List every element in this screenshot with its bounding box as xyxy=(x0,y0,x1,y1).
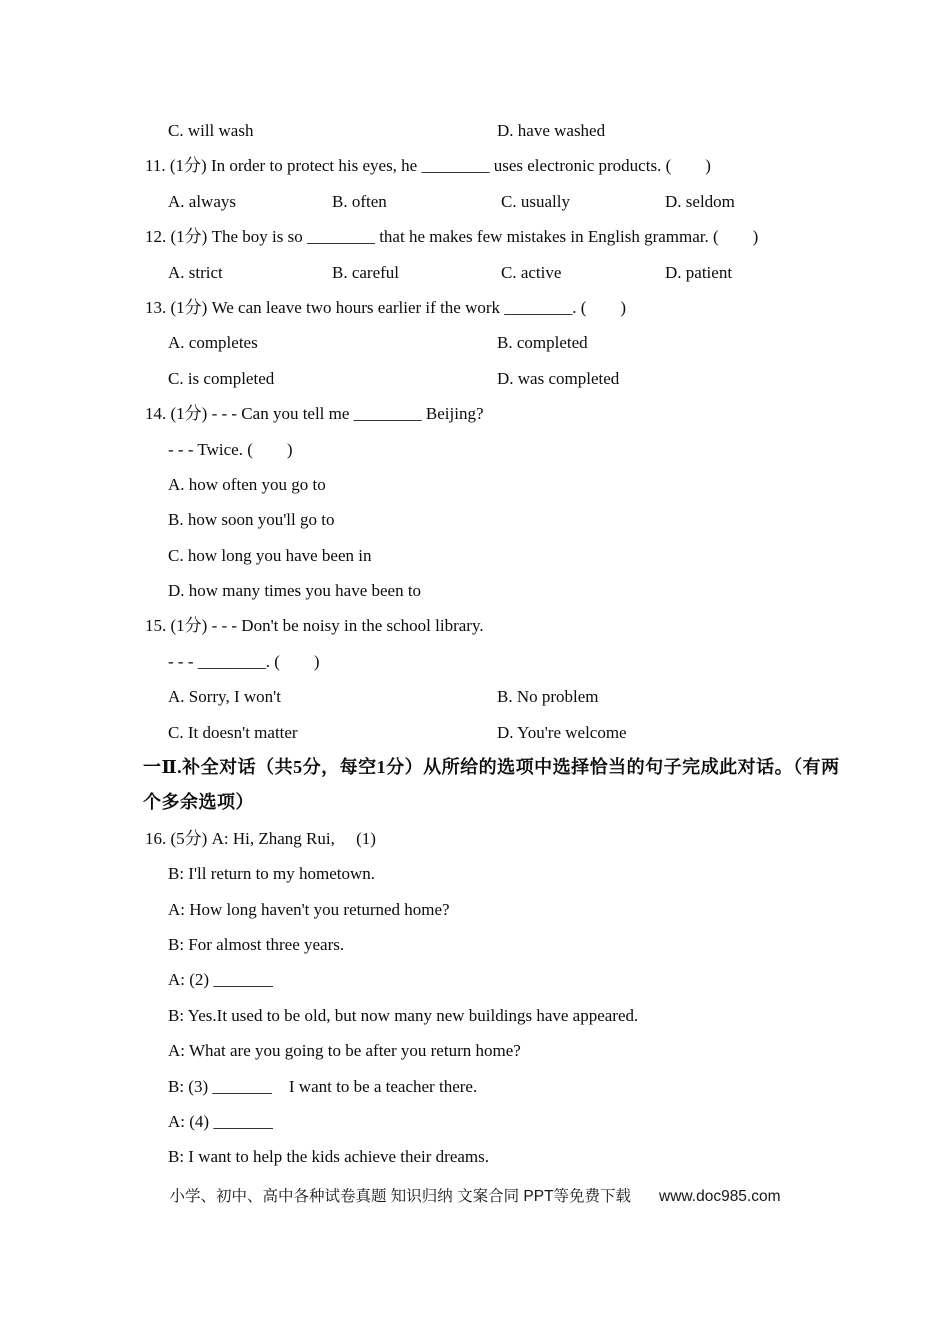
question-10-options-row-2 xyxy=(0,113,950,148)
question-12-option-a: A. strict xyxy=(168,262,223,282)
question-16-dialogue-line-2: B: I'll return to my hometown. xyxy=(168,864,376,884)
question-16-dialogue-line-7: A: What are you going to be after you return home? xyxy=(168,1041,521,1061)
question-13-option-b: B. completed xyxy=(497,333,588,353)
question-15-reply: - - - ________. ( ) xyxy=(168,651,320,671)
question-11-options-row xyxy=(0,184,950,219)
question-14-option-a: A. how often you go to xyxy=(168,474,326,494)
question-11-option-c: C. usually xyxy=(501,191,570,211)
question-13-option-d: D. was completed xyxy=(497,368,620,388)
page-footer xyxy=(0,1186,950,1208)
document-body xyxy=(0,113,950,1175)
question-12-option-b: B. careful xyxy=(332,262,400,282)
question-16-dialogue-line-6: B: Yes.It used to be old, but now many new buildings have appeared. xyxy=(168,1005,639,1025)
question-16-dialogue-line-10: B: I want to help the kids achieve their dreams. xyxy=(168,1147,490,1167)
question-13-options-row-2 xyxy=(0,361,950,396)
question-10-option-d: D. have washed xyxy=(497,121,606,140)
question-11-stem: 11. (1分) In order to protect his eyes, he ________ uses electronic products. ( ) xyxy=(145,156,711,176)
question-15-options-row-2 xyxy=(0,715,950,750)
question-16-dialogue-line-4: B: For almost three years. xyxy=(168,934,345,954)
section-2-heading-line-1: 一Ⅱ.补全对话（共5分，每空1分）从所给的选项中选择恰当的句子完成此对话。（有两 xyxy=(143,757,840,778)
question-14-reply: - - - Twice. ( ) xyxy=(168,439,293,459)
question-15-option-c: C. It doesn't matter xyxy=(168,722,298,742)
question-13-option-a: A. completes xyxy=(168,333,258,353)
question-16-dialogue-line-3: A: How long haven't you returned home? xyxy=(168,899,450,919)
question-16-dialogue-line-8: B: (3) _______ I want to be a teacher there. xyxy=(168,1076,478,1096)
question-10-option-c: C. will wash xyxy=(168,121,254,140)
question-15-option-a: A. Sorry, I won't xyxy=(168,687,281,707)
footer-site-url: www.doc985.com xyxy=(659,1188,781,1205)
question-13-option-c: C. is completed xyxy=(168,368,275,388)
question-15-options-row-1 xyxy=(0,679,950,714)
question-12-option-d: D. patient xyxy=(665,262,733,282)
question-14-stem: 14. (1分) - - - Can you tell me ________ Beijing? xyxy=(145,404,484,424)
question-12-option-c: C. active xyxy=(501,262,562,282)
question-12-options-row xyxy=(0,255,950,290)
question-16-dialogue-line-1: 16. (5分) A: Hi, Zhang Rui, (1) xyxy=(145,828,376,848)
question-12-stem: 12. (1分) The boy is so ________ that he makes few mistakes in English grammar. ( ) xyxy=(145,227,759,247)
question-13-stem: 13. (1分) We can leave two hours earlier if the work ________. ( ) xyxy=(145,297,627,317)
question-11-option-d: D. seldom xyxy=(665,191,735,211)
question-14-option-c: C. how long you have been in xyxy=(168,545,372,565)
question-15-option-d: D. You're welcome xyxy=(497,722,627,742)
section-2-heading-line-2: 个多余选项） xyxy=(143,792,254,813)
question-11-option-b: B. often xyxy=(332,191,387,211)
question-13-options-row-1 xyxy=(0,325,950,360)
question-14-option-d: D. how many times you have been to xyxy=(168,581,422,601)
footer-watermark-text: 小学、初中、高中各种试卷真题 知识归纳 文案合同 PPT等免费下载 xyxy=(169,1188,632,1205)
question-15-stem: 15. (1分) - - - Don't be noisy in the school library. xyxy=(145,616,484,636)
question-15-option-b: B. No problem xyxy=(497,687,599,707)
question-16-dialogue-line-5: A: (2) _______ xyxy=(168,970,273,990)
question-14-option-b: B. how soon you'll go to xyxy=(168,510,335,530)
question-11-option-a: A. always xyxy=(168,191,236,211)
question-16-dialogue-line-9: A: (4) _______ xyxy=(168,1111,273,1131)
